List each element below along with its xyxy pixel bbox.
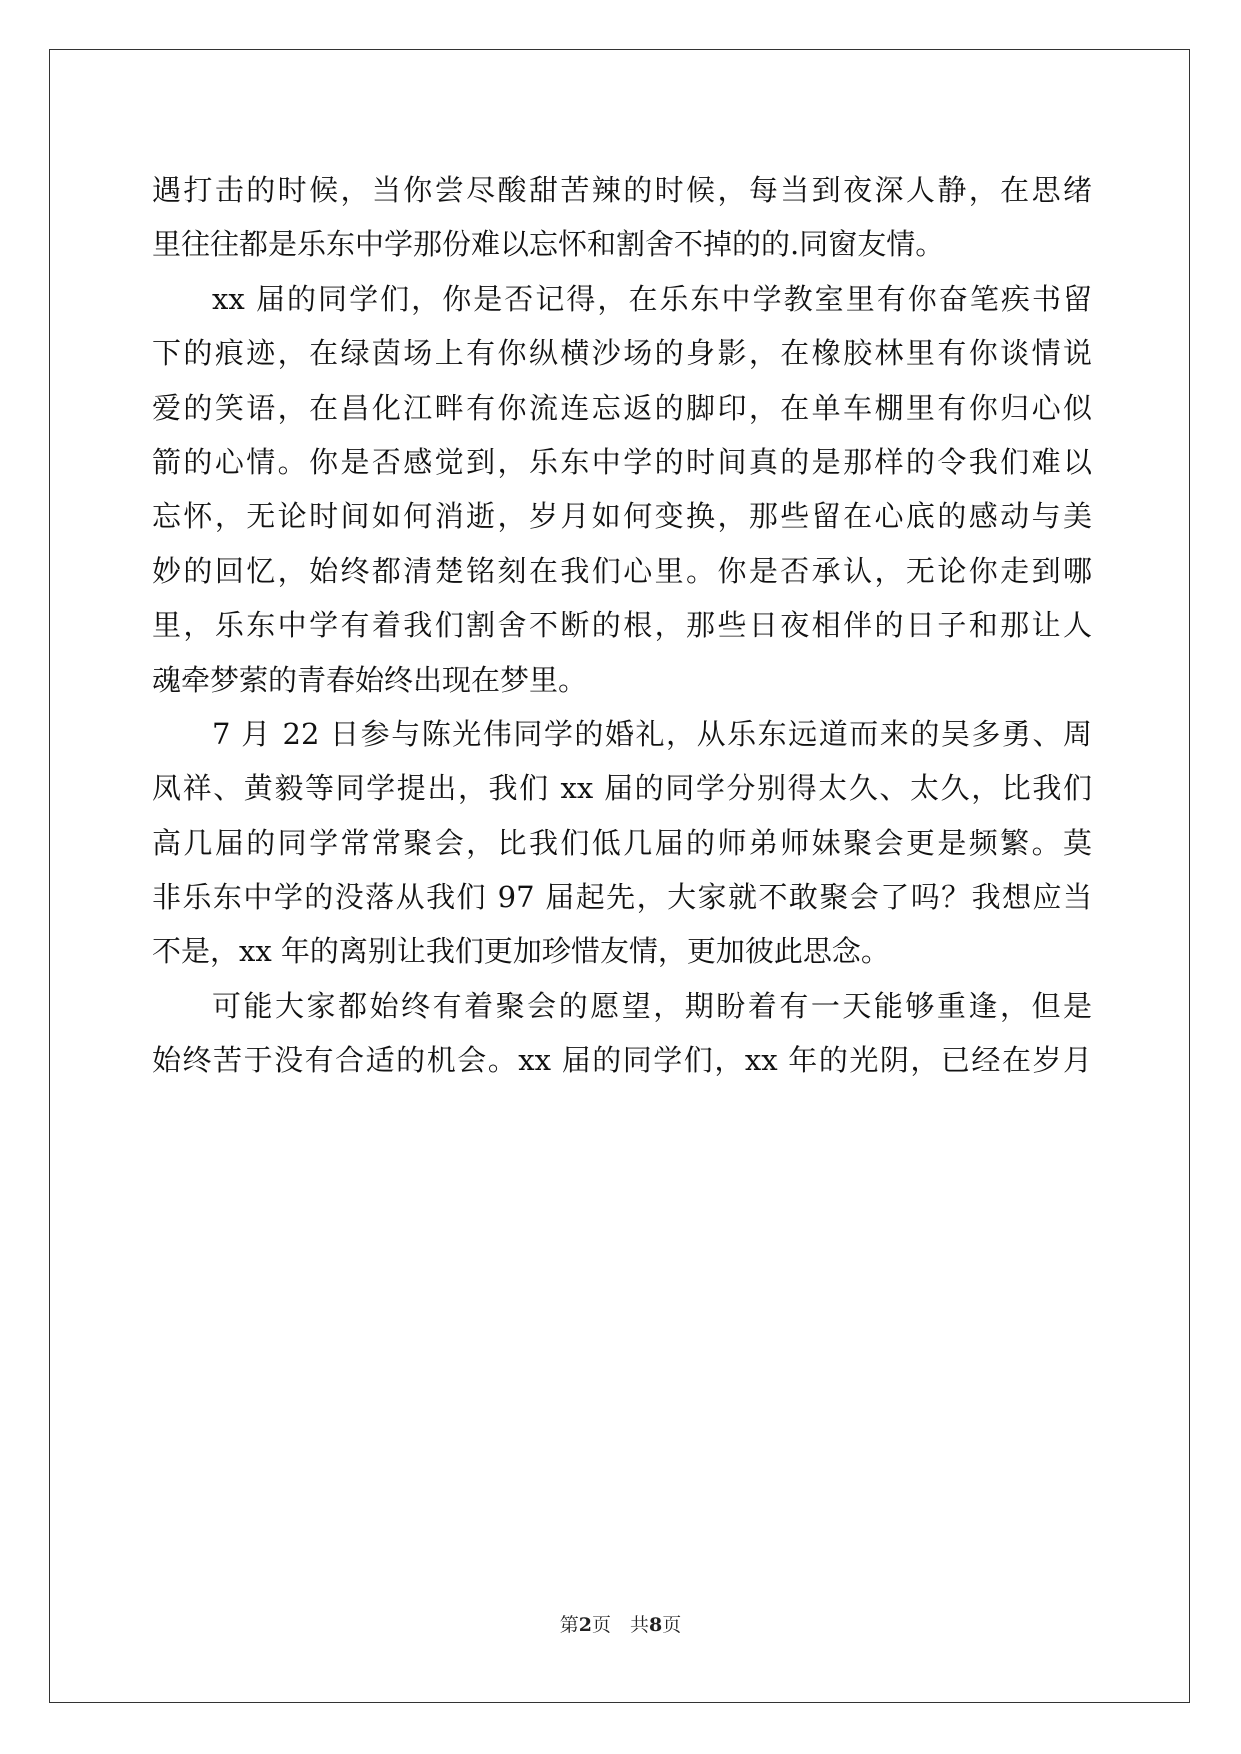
text-line: 箭的心情。你是否感觉到，乐东中学的时间真的是那样的令我们难以 — [152, 444, 1092, 479]
footer-prefix: 第 — [559, 1614, 579, 1636]
text-line: 魂牵梦萦的青春始终出现在梦里。 — [152, 662, 588, 697]
text-line: 不是，xx 年的离别让我们更加珍惜友情，更加彼此思念。 — [152, 934, 890, 969]
text-line: 遇打击的时候，当你尝尽酸甜苦辣的时候，每当到夜深人静，在思绪 — [152, 173, 1092, 207]
text-line: 凤祥、黄毅等同学提出，我们 xx 届的同学分别得太久、太久，比我们 — [152, 771, 1092, 806]
footer-mid: 页 共 — [591, 1614, 649, 1636]
text-line: 非乐东中学的没落从我们 97 届起先，大家就不敢聚会了吗？我想应当 — [152, 880, 1092, 915]
footer-suffix: 页 — [662, 1614, 682, 1636]
text-line: 爱的笑语，在昌化江畔有你流连忘返的脚印，在单车棚里有你归心似 — [152, 390, 1092, 425]
text-line: xx 届的同学们，你是否记得，在乐东中学教室里有你奋笔疾书留 — [212, 281, 1092, 316]
text-line: 始终苦于没有合适的机会。xx 届的同学们，xx 年的光阴，已经在岁月 — [152, 1043, 1092, 1078]
total-page-number: 8 — [649, 1614, 663, 1636]
text-line: 妙的回忆，始终都清楚铭刻在我们心里。你是否承认，无论你走到哪 — [152, 553, 1092, 588]
text-line: 下的痕迹，在绿茵场上有你纵横沙场的身影，在橡胶林里有你谈情说 — [152, 336, 1092, 371]
text-line: 高几届的同学常常聚会，比我们低几届的师弟师妹聚会更是频繁。莫 — [152, 825, 1092, 860]
text-line: 可能大家都始终有着聚会的愿望，期盼着有一天能够重逢，但是 — [212, 988, 1092, 1023]
page-footer — [0, 1610, 1241, 1637]
document-body — [152, 163, 1092, 1088]
text-line: 里，乐东中学有着我们割舍不断的根，那些日夜相伴的日子和那让人 — [152, 608, 1092, 643]
current-page-number: 2 — [578, 1614, 592, 1636]
text-line: 7 月 22 日参与陈光伟同学的婚礼，从乐东远道而来的吴多勇、周 — [212, 716, 1092, 751]
text-line: 里往往都是乐东中学那份难以忘怀和割舍不掉的的.同窗友情。 — [152, 227, 945, 262]
text-line: 忘怀，无论时间如何消逝，岁月如何变换，那些留在心底的感动与美 — [152, 499, 1092, 534]
